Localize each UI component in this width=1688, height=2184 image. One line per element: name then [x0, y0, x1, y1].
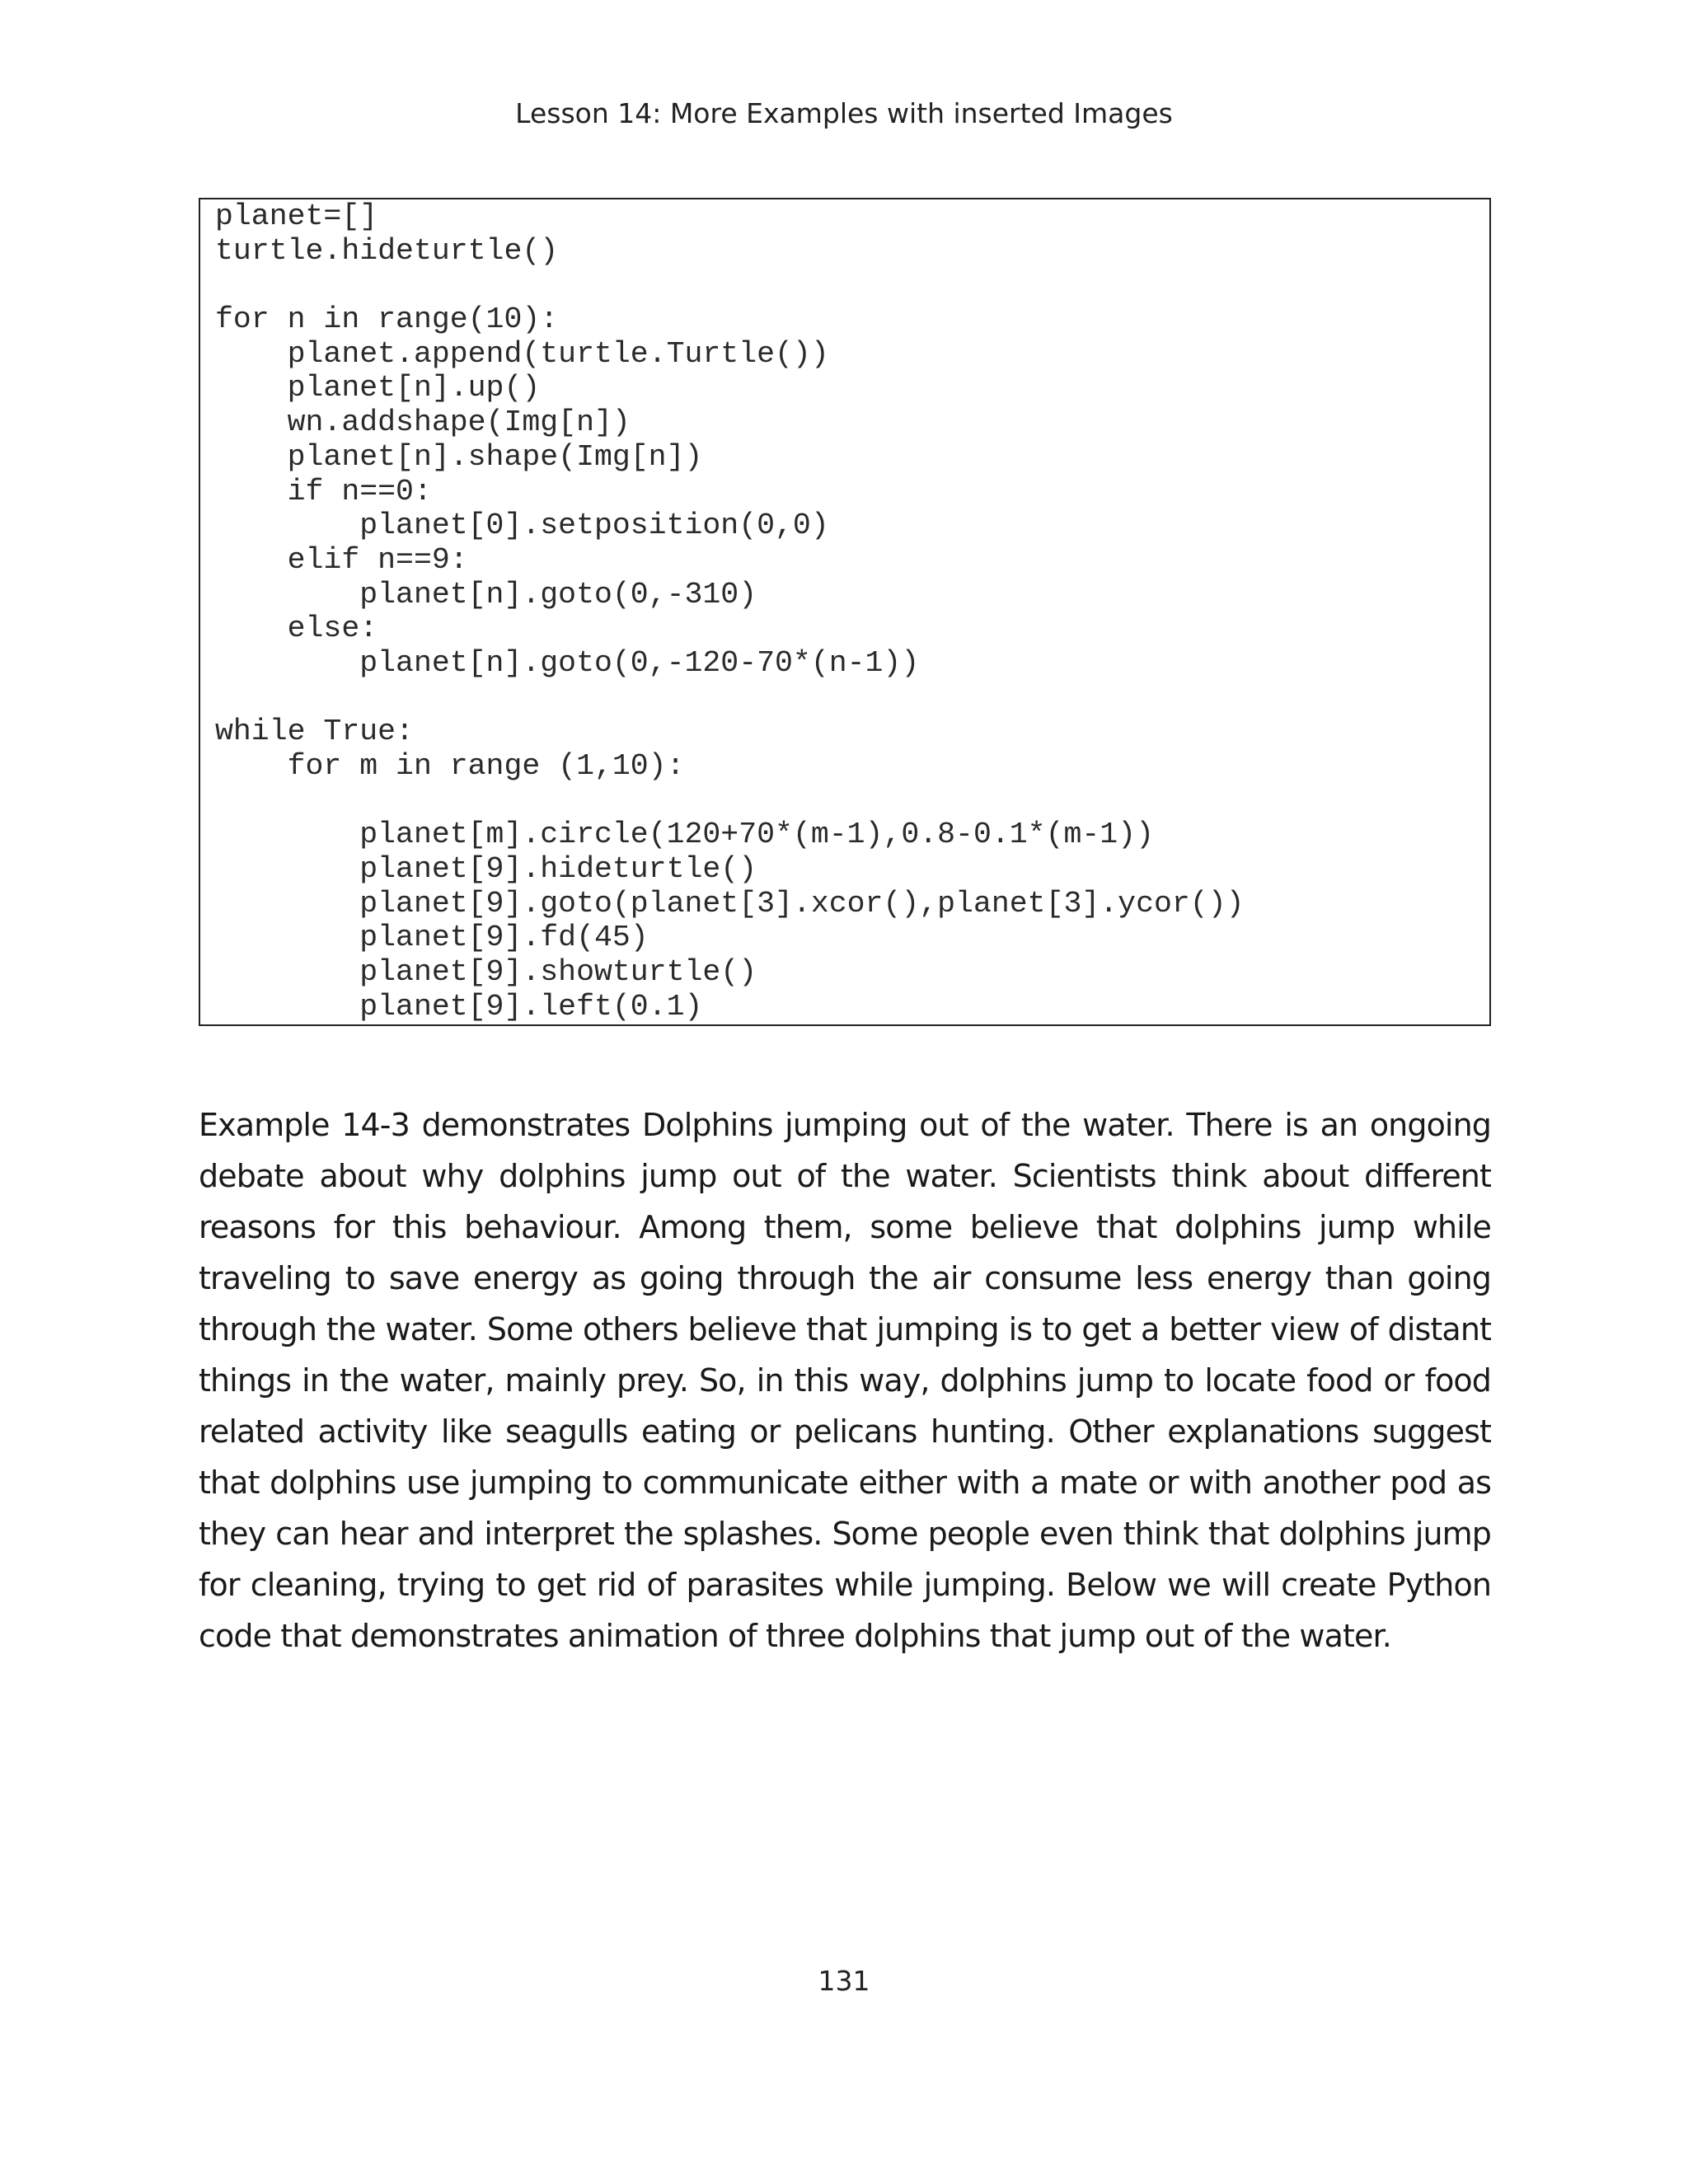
code-line: planet=[] [215, 199, 378, 233]
code-listing [199, 198, 1491, 1026]
code-line: planet[9].left(0.1) [215, 989, 703, 1024]
code-line: planet[0].setposition(0,0) [215, 509, 829, 543]
code-line: planet[9].hideturtle() [215, 852, 757, 887]
code-line: if n==0: [215, 474, 432, 509]
code-line [215, 268, 1489, 302]
code-line: planet[n].goto(0,-310) [215, 577, 757, 612]
code-line: else: [215, 612, 378, 646]
code-line: wn.addshape(Img[n]) [215, 405, 631, 440]
body-paragraph: Example 14-3 demonstrates Dolphins jumping out of the water. There is an ongoing debate about why dolphins jump out of the water. Scientists think about different reasons for this behaviour. Among them, some believe that dolphins jump while traveling to save energy as going through the air consume less energy than going through the water. Some others believe that jumping is to get a better view of distant things in the water, mainly prey. So, in this way, dolphins jump to locate food or food related activity like seagulls eating or pelicans hunting. Other explanations suggest that dolphins use jumping to communicate either with a mate or with another pod as they can hear and interpret the splashes. Some people even think that dolphins jump for cleaning, trying to get rid of parasites while jumping. Below we will create Python code that demonstrates animation of three dolphins that jump out of the water. [199, 1107, 1491, 1654]
code-line: planet[9].goto(planet[3].xcor(),planet[3].ycor()) [215, 886, 1245, 921]
code-line: planet[9].fd(45) [215, 921, 649, 955]
code-line: planet.append(turtle.Turtle()) [215, 336, 829, 371]
code-line: for n in range(10): [215, 302, 559, 337]
code-line [215, 681, 1489, 715]
code-line: planet[9].showturtle() [215, 955, 757, 990]
code-line: planet[n].up() [215, 371, 541, 405]
code-line [215, 784, 1489, 818]
code-line: elif n==9: [215, 542, 468, 577]
code-line: turtle.hideturtle() [215, 233, 559, 268]
page-number: 131 [818, 1965, 870, 1997]
code-line: planet[m].circle(120+70*(m-1),0.8-0.1*(m-1)) [215, 818, 1154, 852]
running-header: Lesson 14: More Examples with inserted Images [515, 97, 1173, 129]
code-line: while True: [215, 715, 414, 749]
code-line: for m in range (1,10): [215, 749, 685, 783]
code-line: planet[n].shape(Img[n]) [215, 439, 703, 474]
code-line: planet[n].goto(0,-120-70*(n-1)) [215, 645, 920, 680]
